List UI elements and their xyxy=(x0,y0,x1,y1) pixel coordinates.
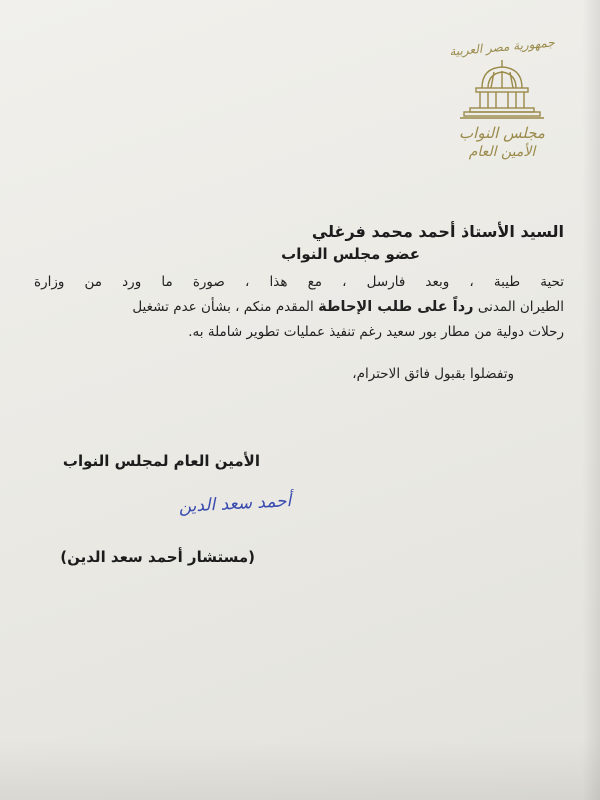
recipient-title: عضو مجلس النواب xyxy=(281,245,420,263)
signature-title: الأمين العام لمجلس النواب xyxy=(62,452,260,470)
signature-scribble: أحمد سعد الدين xyxy=(178,491,292,517)
closing-line: وتفضلوا بقبول فائق الاحترام، xyxy=(352,366,514,382)
body-line-2-emphasis: رداً على طلب الإحاطة xyxy=(318,299,474,315)
parliament-dome-icon xyxy=(458,58,546,124)
body-line-2 xyxy=(34,295,564,320)
letter-body xyxy=(34,270,564,345)
letterhead-council: مجلس النواب xyxy=(459,124,545,142)
handwritten-signature xyxy=(150,490,320,540)
body-line-3: رحلات دولية من مطار بور سعيد رغم تنفيذ عمليات تطوير شاملة به. xyxy=(188,324,564,340)
letterhead-secretary: الأمين العام xyxy=(468,144,536,160)
signatory-name: (مستشار أحمد سعد الدين) xyxy=(60,548,255,566)
letterhead-republic: جمهورية مصر العربية xyxy=(448,35,556,59)
page-shadow-bottom xyxy=(0,740,600,800)
body-line-2-start: الطيران المدنى xyxy=(477,299,564,315)
body-line-1: تحية طيبة ، وبعد فارسل ، مع هذا ، صورة ما ورد من وزارة xyxy=(34,274,564,290)
letterhead xyxy=(432,35,572,160)
recipient-name: السيد الأستاذ أحمد محمد فرغلي xyxy=(311,222,564,241)
page-shadow-right xyxy=(582,0,600,800)
body-line-2-end: المقدم منكم ، بشأن عدم تشغيل xyxy=(132,299,314,315)
